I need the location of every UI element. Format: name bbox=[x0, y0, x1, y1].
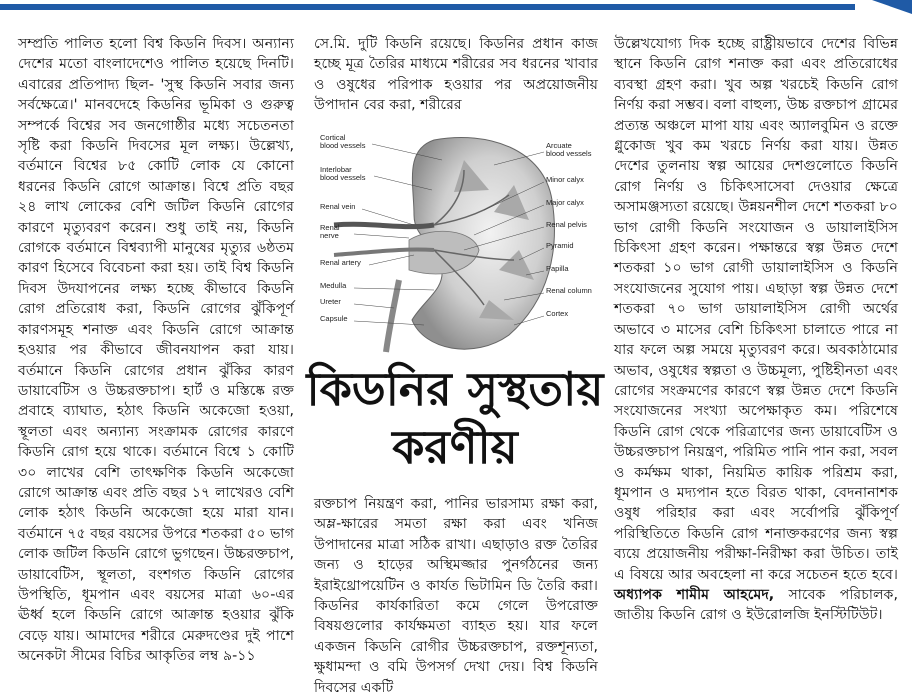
accent-corner bbox=[872, 0, 912, 14]
figure-left-label: Cortical blood vessels bbox=[320, 133, 366, 150]
article-column-2-top bbox=[314, 34, 598, 124]
figure-right-label: Renal pelvis bbox=[546, 220, 587, 229]
column-3-body: উল্লেখযোগ্য দিক হচ্ছে রাষ্ট্রীয়ভাবে দেশের বিভিন্ন স্থানে কিডনি রোগ শনাক্ত করা এবং প্রতিরোধের ব্যবস্থা গ্রহণ করা। খুব অল্প খরচেই কিডনি রোগ নির্ণয় করা সম্ভব। বলা বাহুল্য, উচ্চ রক্তচাপ গ্রামের প্রত্যন্ত অঞ্চলে মাপা যায় এবং অ্যালবুমিন ও রক্তে গ্লুকোজ খুব কম খরচে নির্ণয় করা যায়। উন্নত দেশের তুলনায় স্বল্প আয়ের দেশগুলোতে কিডনি রোগ নির্ণয় ও চিকিৎসাসেবা দেওয়ার ক্ষেত্রে অসামঞ্জস্যতা রয়েছে। উন্নয়নশীল দেশে শতকরা ৮০ ভাগ রোগী কিডনি সংযোজন ও ডায়ালাইসিস চিকিৎসা গ্রহণ করেন। পক্ষান্তরে স্বল্প উন্নত দেশে শতকরা ১০ ভাগ রোগী ডায়ালাইসিস ও কিডনি সংযোজনের সুযোগ পায়। এছাড়া স্বল্প উন্নত দেশে শতকরা ৭০ ভাগ ডায়ালাইসিস রোগী অর্থের অভাবে ৩ মাসের বেশি চিকিৎসা চালাতে পারে না যার ফলে অল্প সময়ে মৃত্যুবরণ করে। অবকাঠামোর অভাব, ওষুধের স্বল্পতা ও উচ্চমূল্য, পুষ্টিহীনতা এবং রোগের সংক্রমণের কারণে স্বল্প উন্নত দেশে কিডনি সংযোজনের সংখ্যা অপেক্ষাকৃত কম। পরিশেষে কিডনি রোগ থেকে পরিত্রাণের জন্য ডায়াবেটিস ও উচ্চরক্তচাপ নিয়ন্ত্রণ, পরিমিত পানি পান করা, সবল ও কর্মক্ষম থাকা, নিয়মিত কায়িক পরিশ্রম করা, ধূমপান ও মদ্যপান হতে বিরত থাকা, বেদনানাশক ওষুধ পরিহার করা এবং সর্বোপরি ঝুঁকিপূর্ণ পরিস্থিতিতে কিডনি রোগ শনাক্তকরণের জন্য স্বল্প ব্যয়ে প্রয়োজনীয় পরীক্ষা-নিরীক্ষা করা উচিত। তাই এ বিষয়ে আর অবহেলা না করে সচেতন হতে হবে। bbox=[614, 36, 898, 583]
figure-left-label: Ureter bbox=[320, 297, 341, 306]
figure-left-label: Capsule bbox=[320, 314, 348, 323]
figure-right-label: Renal column bbox=[546, 286, 592, 295]
column-2-bottom-text: রক্তচাপ নিয়ন্ত্রণ করা, পানির ভারসাম্য রক্ষা করা, অম্ল-ক্ষারের সমতা রক্ষা করা এবং খনিজ উপাদানের মাত্রা সঠিক রাখা। এছাড়াও রক্ত তৈরির জন্য ও হাড়ের অস্থিমজ্জার পুনর্গঠনের জন্য ইরাইথ্রোপয়েটিন ও কার্যত ভিটামিন ডি তৈরি করা। কিডনির কার্যকারিতা কমে গেলে উপরোক্ত বিষয়গুলোর কার্যক্ষমতা ব্যাহত হয়। যার ফলে একজন কিডনি রোগীর উচ্চরক্তচাপ, রক্তশূন্যতা, ক্ষুধামন্দা ও বমি উপসর্গ দেখা দেয়। বিশ্ব কিডনি দিবসের একটি bbox=[314, 496, 598, 696]
figure-left-label: Renal vein bbox=[320, 202, 356, 211]
figure-right-label: Arcuate blood vessels bbox=[546, 141, 592, 158]
column-2-top-text: সে.মি. দুটি কিডনি রয়েছে। কিডনির প্রধান কাজ হচ্ছে মূত্র তৈরির মাধ্যমে শরীরের সব ধরনের খাবার ও ওষুধের পরিপাক হওয়ার পর অপ্রয়োজনীয় উপাদান বের করা, শরীরের bbox=[314, 36, 598, 114]
accent-strip bbox=[0, 4, 855, 10]
figure-left-label: Renal nerve bbox=[320, 223, 340, 240]
figure-right-label: Minor calyx bbox=[546, 175, 584, 184]
figure-right-label: Major calyx bbox=[546, 198, 584, 207]
figure-right-label: Papilla bbox=[546, 264, 569, 273]
author-name: অধ্যাপক শামীম আহমেদ, bbox=[614, 586, 775, 603]
figure-left-label: Interlobar blood vessels bbox=[320, 165, 366, 182]
kidney-diagram bbox=[314, 130, 600, 352]
top-accent-bar bbox=[0, 0, 912, 14]
headline-line-2: করণীয় bbox=[392, 420, 518, 474]
figure-left-label: Renal artery bbox=[320, 258, 361, 267]
kidney-illustration bbox=[314, 130, 600, 352]
figure-left-label: Medulla bbox=[320, 281, 347, 290]
article-column-2-bottom bbox=[314, 494, 598, 696]
article-column-1 bbox=[18, 34, 294, 674]
column-1-text: সম্প্রতি পালিত হলো বিশ্ব কিডনি দিবস। অন্যান্য দেশের মতো বাংলাদেশেও পালিত হয়েছে দিনটি। এবারের প্রতিপাদ্য ছিল- 'সুস্থ কিডনি সবার জন্য সর্বক্ষেত্রে।' মানবদেহে কিডনির ভূমিকা ও গুরুত্ব সম্পর্কে বিশ্বের সব জনগোষ্ঠীর মধ্যে সচেতনতা সৃষ্টি করা কিডনি দিবসের মূল লক্ষ্য। উল্লেখ্য, বর্তমানে বিশ্বের ৮৫ কোটি লোক যে কোনো ধরনের কিডনি রোগে আক্রান্ত। বিশ্বে প্রতি বছর ২৪ লাখ লোকের বেশি জটিল কিডনি রোগের কারণে মৃত্যুবরণ করেন। শুধু তাই নয়, কিডনি রোগকে বর্তমানে বিশ্বব্যাপী মানুষের মৃত্যুর ৬ষ্ঠতম কারণ হিসেবে বিবেচনা করা হয়। তাই বিশ্ব কিডনি দিবস উদযাপনের লক্ষ্য হচ্ছে কীভাবে কিডনি রোগ প্রতিরোধ করা, কিডনি রোগের ঝুঁকিপূর্ণ কারণসমূহ শনাক্ত এবং কিডনি রোগে আক্রান্ত হওয়ার পর কীভাবে জীবনযাপন করা যায়। বর্তমানে কিডনি রোগের প্রধান ঝুঁকির কারণ ডায়াবেটিস ও উচ্চরক্তচাপ। হার্ট ও মস্তিষ্কে রক্ত প্রবাহে ব্যাঘাত, হঠাৎ কিডনি অকেজো হওয়া, স্থূলতা এবং অন্যান্য সংক্রামক রোগের কারণে কিডনি রোগ হয়ে থাকে। বর্তমানে বিশ্বে ১ কোটি ৩০ লাখের বেশি তাৎক্ষণিক কিডনি অকেজো রোগে আক্রান্ত এবং প্রতি বছর ১৭ লাখেরও বেশি লোক হঠাৎ কিডনি অকেজো হয়ে মারা যান। বর্তমানে ৭৫ বছর বয়সের উপরে শতকরা ৫০ ভাগ লোক জটিল কিডনি রোগে ভুগছেন। উচ্চরক্তচাপ, ডায়াবেটিস, স্থূলতা, বংশগত কিডনি রোগের উপস্থিতি, ধূমপান এবং বয়সের মাত্রা ৬০-এর ঊর্ধ্ব হলে কিডনি রোগে আক্রান্ত হওয়ার ঝুঁকি বেড়ে যায়। আমাদের শরীরে মেরুদণ্ডের দুই পাশে অনেকটা সীমের বিচির আকৃতির লম্ব ৯-১১ bbox=[18, 36, 294, 665]
figure-right-label: Cortex bbox=[546, 309, 569, 318]
figure-right-label: Pyramid bbox=[546, 241, 574, 250]
column-3-text bbox=[614, 34, 898, 626]
headline-line-1: কিডনির সুস্থতায় bbox=[306, 362, 604, 416]
article-headline bbox=[300, 360, 610, 484]
article-column-3 bbox=[614, 34, 898, 674]
author-title: সাবেক পরিচালক, জাতীয় কিডনি রোগ ও ইউরোলজি ইনস্টিটিউট। bbox=[614, 586, 898, 624]
